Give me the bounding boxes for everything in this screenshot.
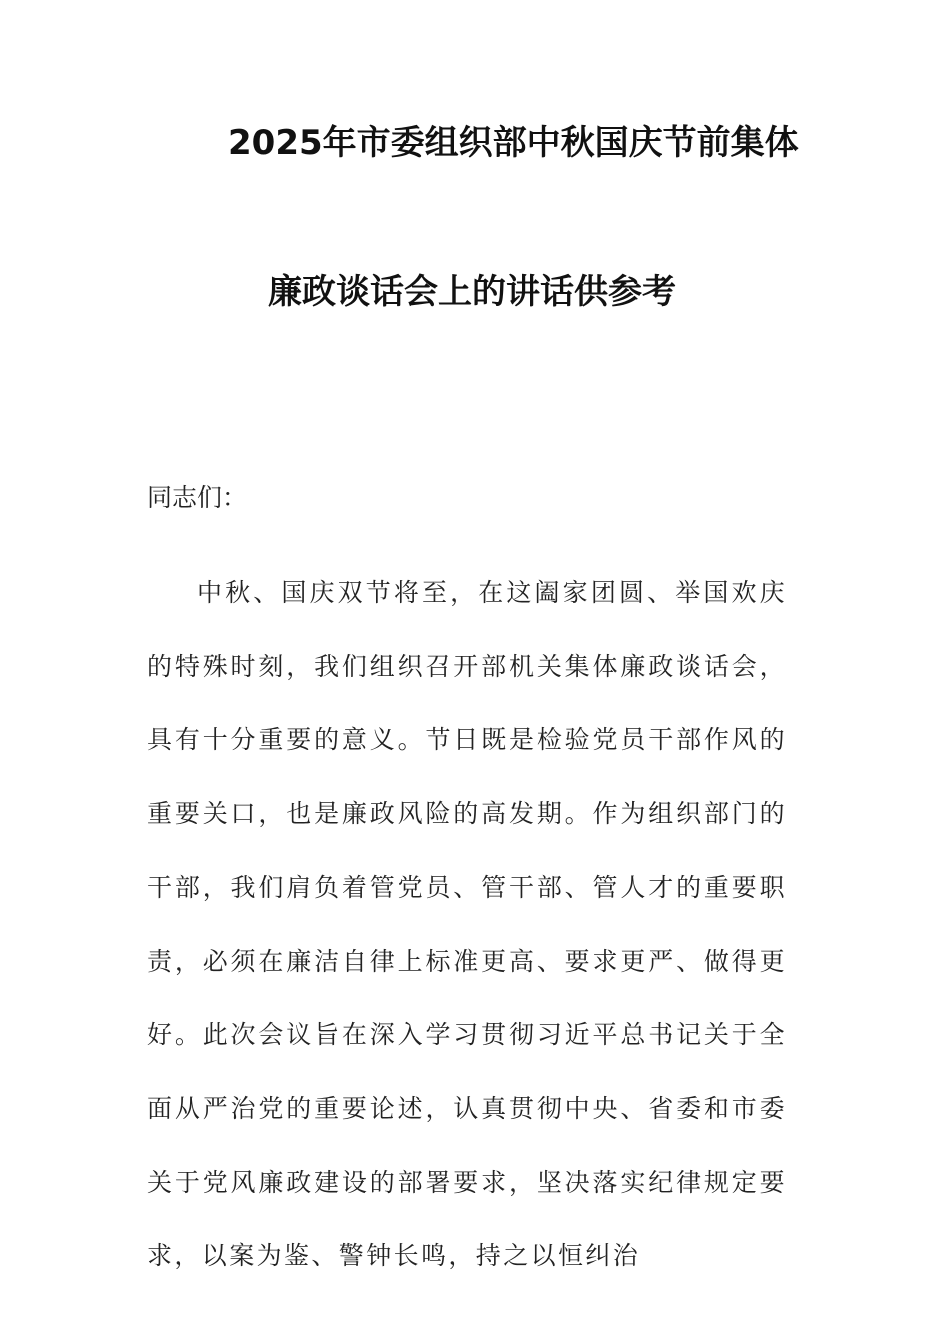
body-paragraph: 中秋、国庆双节将至，在这阖家团圆、举国欢庆的特殊时刻，我们组织召开部机关集体廉政谈话会，具有十分重要的意义。节日既是检验党员干部作风的重要关口，也是廉政风险的高发期。作为组织部门的干部，我们肩负着管党员、管干部、管人才的重要职责，必须在廉洁自律上标准更高、要求更严、做得更好。此次会议旨在深入学习贯彻习近平总书记关于全面从严治党的重要论述，认真贯彻中央、省委和市委关于党风廉政建设的部署要求，坚决落实纪律规定要求，以案为鉴、警钟长鸣，持之以恒纠治 [147, 578, 787, 1271]
salutation: 同志们： [147, 483, 248, 512]
document-title-line-2: 廉政谈话会上的讲话供参考 [268, 272, 676, 312]
document-title-line-1: 2025年市委组织部中秋国庆节前集体 [228, 123, 799, 163]
